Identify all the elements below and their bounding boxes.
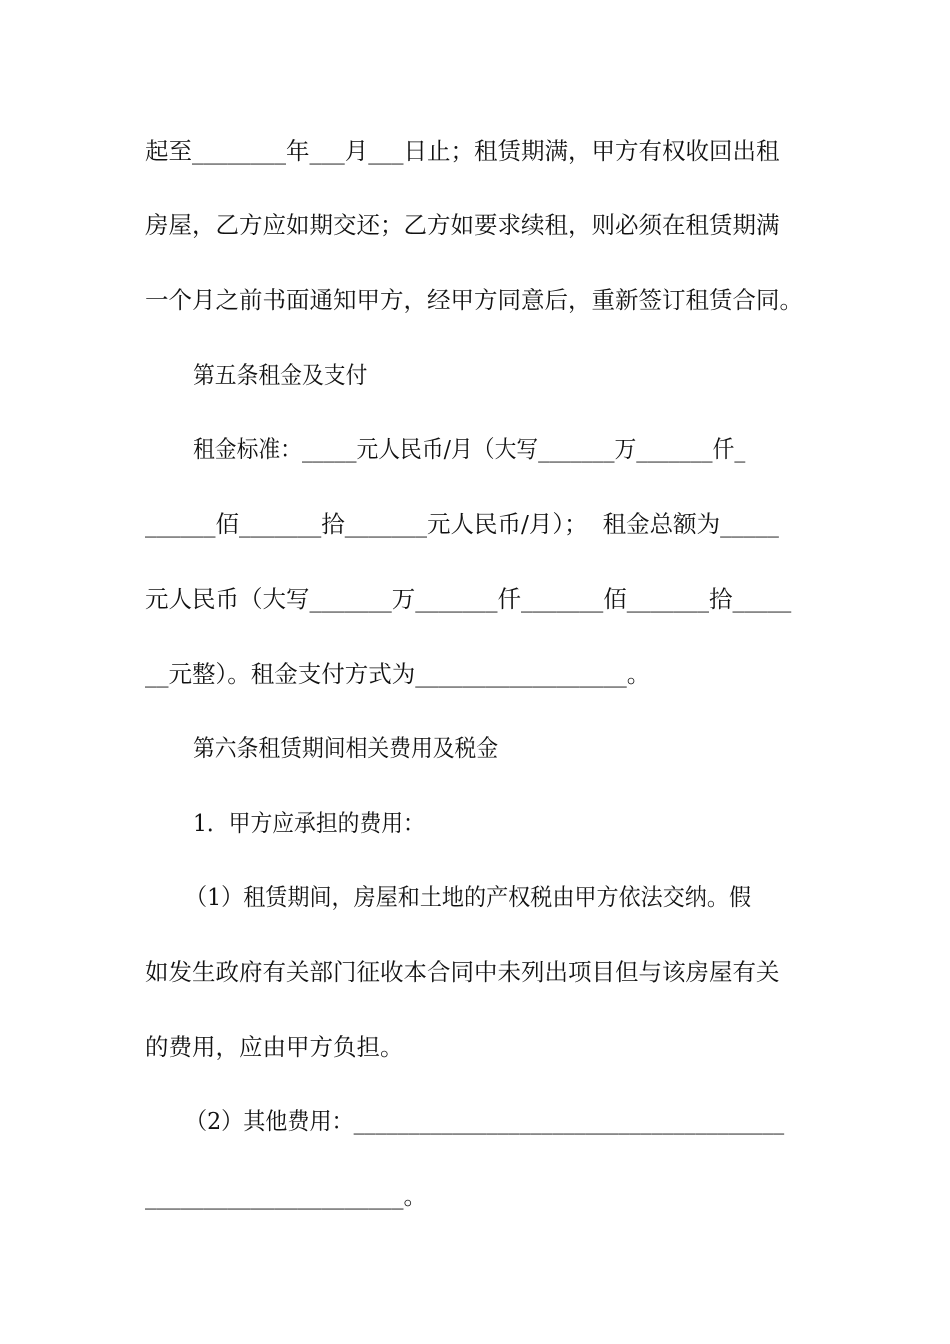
text-line: 的费用，应由甲方负担。 [145,1033,404,1061]
text-line: ______佰_______拾_______元人民币/月）； 租金总额为_____ [145,510,779,538]
text-line: （1）租赁期间，房屋和土地的产权税由甲方依法交纳。假 [185,883,752,911]
text-line: 起至________年___月___日止；租赁期满，甲方有权收回出租 [145,137,780,165]
section-heading-article-5: 第五条租金及支付 [193,361,368,389]
text-line: 一个月之前书面通知甲方，经甲方同意后，重新签订租赁合同。 [145,286,803,314]
list-item-heading: 1．甲方应承担的费用： [193,809,425,837]
text-line: ______________________。 [145,1182,427,1210]
text-line: 房屋，乙方应如期交还；乙方如要求续租，则必须在租赁期满 [145,211,780,239]
section-heading-article-6: 第六条租赁期间相关费用及税金 [193,734,499,762]
text-line: __元整）。租金支付方式为__________________。 [145,660,651,688]
text-line: 租金标准：_____元人民币/月（大写_______万_______仟_ [193,435,746,463]
text-line: 如发生政府有关部门征收本合同中未列出项目但与该房屋有关 [145,958,780,986]
text-line: 元人民币（大写_______万_______仟_______佰_______拾_____ [145,585,792,613]
text-line: （2）其他费用：_______________________________________ [185,1107,785,1135]
